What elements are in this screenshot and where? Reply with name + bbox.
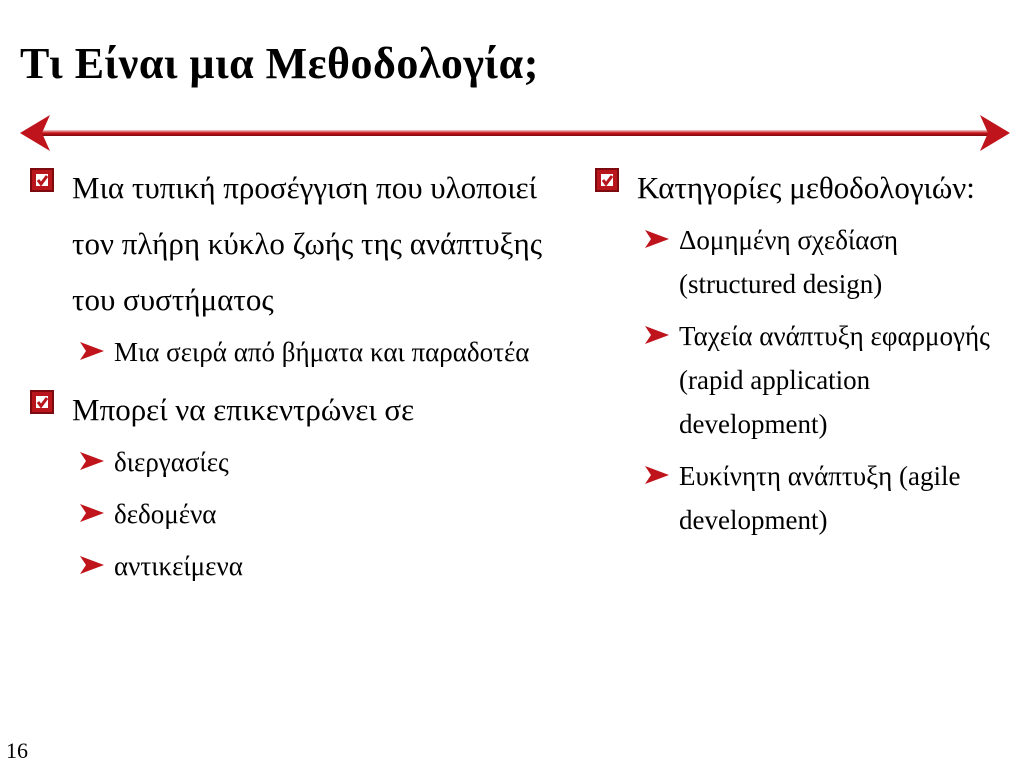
right-sub-1-text: Δομημένη σχεδίαση (structured design) bbox=[679, 225, 899, 299]
arrow-bullet-icon bbox=[78, 340, 106, 362]
arrow-bullet-icon bbox=[643, 464, 671, 486]
left-sub-4-text: αντικείμενα bbox=[114, 551, 243, 581]
arrow-bullet-icon bbox=[78, 450, 106, 472]
right-sub-2 bbox=[595, 314, 995, 446]
left-column bbox=[30, 160, 570, 588]
right-sub-2-text: Ταχεία ανάπτυξη εφαρμογής (rapid application development) bbox=[679, 321, 990, 439]
left-sub-2 bbox=[30, 440, 570, 484]
arrow-bullet-icon bbox=[78, 554, 106, 576]
left-sub-3-text: δεδομένα bbox=[114, 499, 217, 529]
left-sub-2-text: διεργασίες bbox=[114, 447, 229, 477]
right-bullet-1-text: Κατηγορίες μεθοδολογιών: bbox=[637, 170, 975, 205]
arrow-bullet-icon bbox=[643, 228, 671, 250]
right-sub-3 bbox=[595, 454, 995, 542]
left-bullet-1 bbox=[30, 160, 570, 328]
right-sub-3-text: Ευκίνητη ανάπτυξη (agile development) bbox=[679, 461, 961, 535]
left-bullet-2-text: Μπορεί να επικεντρώνει σε bbox=[72, 392, 415, 427]
right-bullet-1 bbox=[595, 160, 995, 216]
arrow-bullet-icon bbox=[643, 324, 671, 346]
checkbox-bullet-icon bbox=[30, 390, 54, 414]
right-column bbox=[595, 160, 995, 542]
left-sub-4 bbox=[30, 544, 570, 588]
left-bullet-1-text: Μια τυπική προσέγγιση που υλοποιεί τον πλήρη κύκλο ζωής της ανάπτυξης του συστήματος bbox=[72, 170, 542, 317]
page-number: 16 bbox=[6, 738, 28, 763]
slide-title: Τι Είναι μια Μεθοδολογία; bbox=[20, 39, 539, 88]
checkbox-bullet-icon bbox=[30, 168, 54, 192]
left-sub-3 bbox=[30, 492, 570, 536]
double-arrow-divider bbox=[20, 112, 1010, 156]
arrow-bullet-icon bbox=[78, 502, 106, 524]
left-bullet-2 bbox=[30, 382, 570, 438]
checkbox-bullet-icon bbox=[595, 168, 619, 192]
left-sub-1-text: Μια σειρά από βήματα και παραδοτέα bbox=[114, 337, 530, 367]
right-sub-1 bbox=[595, 218, 995, 306]
left-sub-1 bbox=[30, 330, 570, 374]
